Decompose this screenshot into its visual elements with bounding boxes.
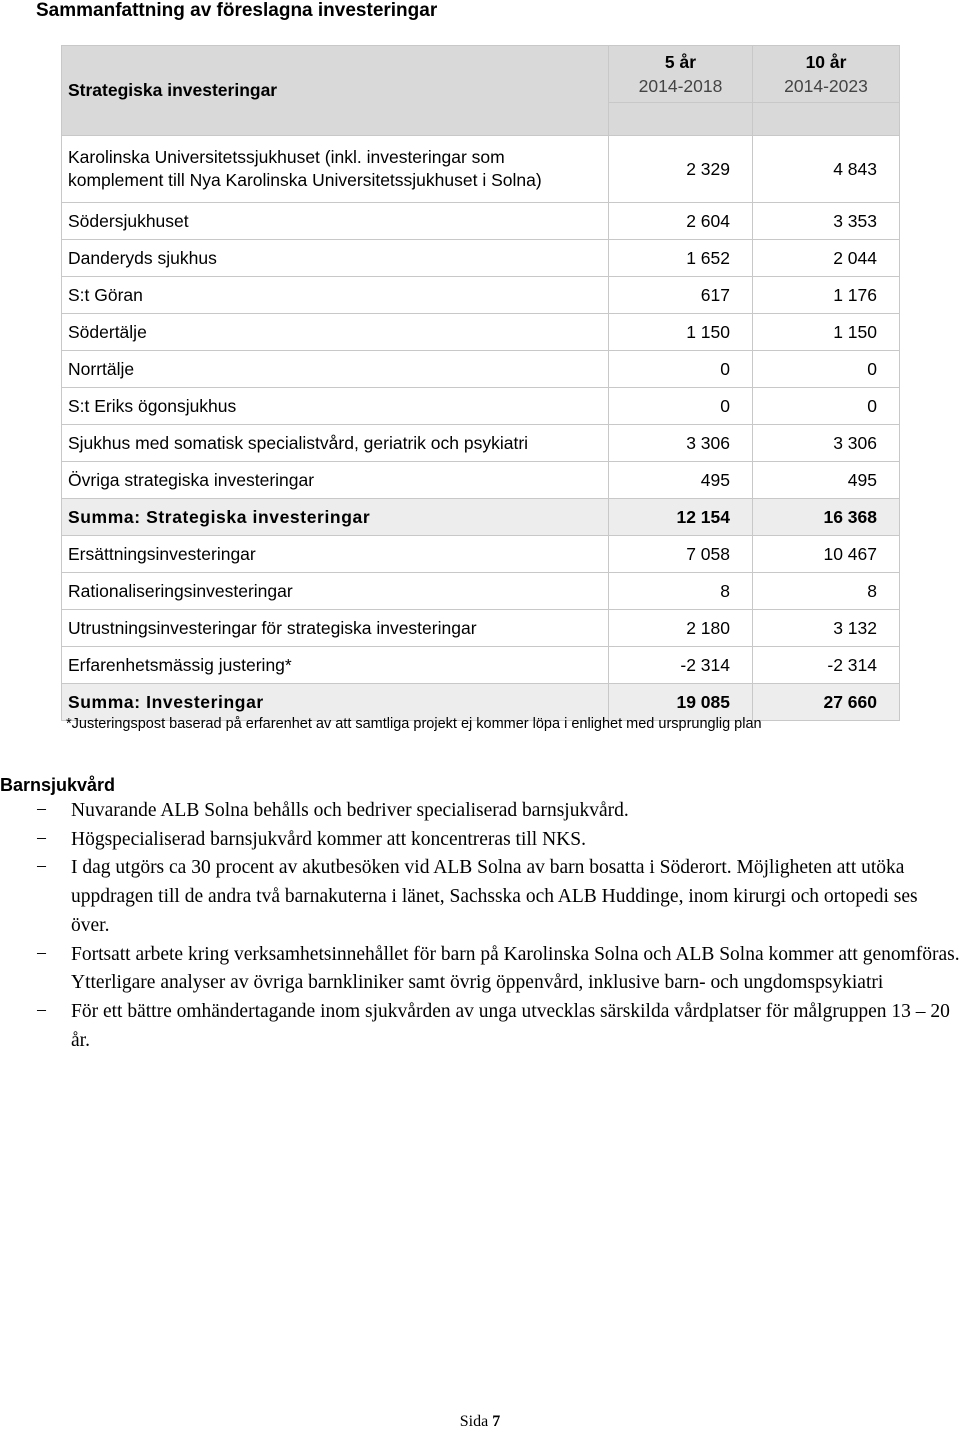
header-spacer [609, 103, 753, 136]
column-range: 2014-2023 [784, 76, 868, 96]
value-10yr: 4 843 [753, 136, 900, 203]
row-label: Övriga strategiska investeringar [62, 462, 609, 499]
row-label: Rationaliseringsinvesteringar [62, 573, 609, 610]
table-row [62, 536, 900, 573]
value-5yr: 8 [609, 573, 753, 610]
table-row [62, 610, 900, 647]
list-item-text: Nuvarande ALB Solna behålls och bedriver specialiserad barnsjukvård. [71, 800, 629, 821]
dash-bullet: − [36, 943, 47, 965]
table-row [62, 573, 900, 610]
row-label: Ersättningsinvesteringar [62, 536, 609, 573]
value-10yr: -2 314 [753, 647, 900, 684]
section-heading-barnsjukvard: Barnsjukvård [0, 775, 116, 795]
value-10yr: 0 [753, 388, 900, 425]
value-10yr: 27 660 [753, 684, 900, 721]
list-item [0, 998, 960, 1055]
value-10yr: 16 368 [753, 499, 900, 536]
value-5yr: 1 150 [609, 314, 753, 351]
dash-bullet: − [36, 800, 47, 821]
list-item-text: För ett bättre omhändertagande inom sjukvården av unga utvecklas särskilda vårdplatser för målgruppen 13 – 20 år. [71, 1000, 950, 1051]
column-header-5yr [609, 46, 753, 103]
column-title: 5 år [664, 52, 697, 72]
list-item-text: Fortsatt arbete kring verksamhetsinnehållet för barn på Karolinska Solna och ALB Solna kommer att genomföras. Ytterligare analyser av övriga barnkliniker samt övrig öppenvård, inklusive barn- och ungdomspsykiatri [71, 943, 960, 994]
list-item-text: Högspecialiserad barnsjukvård kommer att koncentreras till NKS. [71, 828, 586, 850]
value-5yr: 495 [609, 462, 753, 499]
column-header-10yr [753, 46, 900, 103]
header-spacer [753, 103, 900, 136]
value-10yr: 0 [753, 351, 900, 388]
row-label: Södertälje [62, 314, 609, 351]
row-label: Södersjukhuset [62, 203, 609, 240]
row-label: S:t Göran [62, 277, 609, 314]
table-row [62, 388, 900, 425]
table-row [62, 462, 900, 499]
row-label: Norrtälje [62, 351, 609, 388]
value-10yr: 8 [753, 573, 900, 610]
value-5yr: 1 652 [609, 240, 753, 277]
value-10yr: 495 [753, 462, 900, 499]
value-5yr: 0 [609, 351, 753, 388]
list-item [0, 854, 960, 940]
list-item [0, 941, 960, 998]
row-label: S:t Eriks ögonsjukhus [62, 388, 609, 425]
value-5yr: 2 180 [609, 610, 753, 647]
table-footnote: *Justeringspost baserad på erfarenhet av att samtliga projekt ej kommer löpa i enlighet med ursprunglig plan [66, 716, 762, 732]
value-10yr: 1 176 [753, 277, 900, 314]
table-row [62, 647, 900, 684]
value-5yr: 19 085 [609, 684, 753, 721]
table-row [62, 425, 900, 462]
value-10yr: 3 306 [753, 425, 900, 462]
table-header-row [62, 46, 900, 103]
dash-bullet: − [36, 857, 47, 879]
sum-total-row [62, 684, 900, 721]
row-label: Erfarenhetsmässig justering* [62, 647, 609, 684]
value-10yr: 3 132 [753, 610, 900, 647]
page-label: Sida [459, 1413, 489, 1430]
table-row [62, 351, 900, 388]
row-label: Summa: Strategiska investeringar [62, 499, 609, 536]
value-5yr: 7 058 [609, 536, 753, 573]
column-title: 10 år [805, 52, 847, 72]
value-5yr: 0 [609, 388, 753, 425]
value-5yr: 3 306 [609, 425, 753, 462]
page-heading: Sammanfattning av föreslagna investeringar [36, 0, 438, 21]
value-10yr: 3 353 [753, 203, 900, 240]
value-5yr: 2 604 [609, 203, 753, 240]
page-footer [0, 1413, 960, 1431]
list-item [0, 826, 960, 855]
table-row [62, 314, 900, 351]
value-5yr: 2 329 [609, 136, 753, 203]
table-row [62, 240, 900, 277]
value-5yr: -2 314 [609, 647, 753, 684]
list-item [0, 797, 960, 826]
investment-table [61, 45, 900, 721]
section-title: Strategiska investeringar [62, 46, 609, 136]
value-10yr: 2 044 [753, 240, 900, 277]
table-row [62, 277, 900, 314]
row-label: Sjukhus med somatisk specialistvård, geriatrik och psykiatri [62, 425, 609, 462]
list-item-text: I dag utgörs ca 30 procent av akutbesöken vid ALB Solna av barn bosatta i Söderort. Möjligheten att utöka uppdragen till de andra två barnakuterna i länet, Sachsska och ALB Huddinge, inom kirurgi och ortopedi ses över. [71, 857, 918, 936]
table-row [62, 203, 900, 240]
page-number: 7 [492, 1413, 501, 1430]
value-5yr: 617 [609, 277, 753, 314]
dash-bullet: − [36, 1000, 47, 1022]
value-5yr: 12 154 [609, 499, 753, 536]
value-10yr: 10 467 [753, 536, 900, 573]
row-label: Danderyds sjukhus [62, 240, 609, 277]
column-range: 2014-2018 [638, 76, 723, 96]
dash-bullet: − [36, 828, 47, 850]
row-label: Karolinska Universitetssjukhuset (inkl. investeringar som komplement till Nya Karolinska Universitetssjukhuset i Solna) [62, 136, 609, 203]
sum-strategic-row [62, 499, 900, 536]
barnsjukvard-list [0, 797, 960, 1055]
table-row [62, 136, 900, 203]
row-label: Utrustningsinvesteringar för strategiska investeringar [62, 610, 609, 647]
row-label: Summa: Investeringar [62, 684, 609, 721]
value-10yr: 1 150 [753, 314, 900, 351]
